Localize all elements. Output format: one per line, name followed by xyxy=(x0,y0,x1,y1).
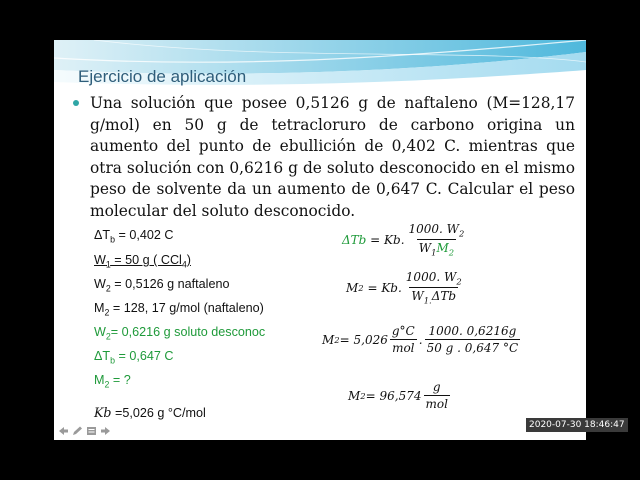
equation-2: M 2 = Kb. $\frac{1000. W_2}{W_{1.}\Delta Tb}$ xyxy=(346,270,462,306)
given-m2: $M_2 = 128$, 17 g/mol (naftaleno) xyxy=(94,301,264,318)
eq3-unit-denominator: mol xyxy=(392,341,415,355)
given-m2-value: = 128, 17 g/mol (naftaleno) xyxy=(109,301,264,315)
eq3-unit-numerator: g°C xyxy=(391,324,415,338)
eq1-numerator: 1000. W xyxy=(408,222,460,236)
given-w2-unknown: $W_2= 0,6216$ g soluto desconoc xyxy=(94,325,266,342)
given-dtb2-value: = 0,647 C xyxy=(115,349,174,363)
given-kb-value: =5,026 g °C/mol xyxy=(111,406,206,420)
problem-statement: Una solución que posee 0,5126 g de naftaleno (M=128,17 g/mol) en 50 g de tetracloruro de carbono origina un aumento del punto de ebullición de 0,402 C. mientras que otra solución con 0,6216 g de soluto desconocido en el mismo peso de solvente da un aumento de 0,647 C. Calcular el peso molecular del soluto desconocido. xyxy=(90,94,575,220)
given-w2: $W_2 = 0,5126$ g naftaleno xyxy=(94,277,230,294)
given-w2b-value: = 0,6216 g soluto desconoc xyxy=(110,325,266,339)
eq4-unit-numerator: g xyxy=(432,380,441,394)
given-m2b-value: = ? xyxy=(109,373,131,387)
given-w1-tail: ) xyxy=(186,253,191,267)
eq4-value: = 96,574 xyxy=(365,388,422,403)
eq3-denominator: 50 g . 0,647 °C xyxy=(426,341,519,355)
given-w1-value: = 50 g ( CCl xyxy=(110,253,182,267)
previous-arrow-icon[interactable] xyxy=(58,426,69,436)
given-dtb1-value: = 0,402 C xyxy=(115,228,174,242)
eq2-numerator: 1000. W xyxy=(405,270,457,284)
given-w1: $W_1 = 50$ g ( CCl$_4$) xyxy=(94,253,191,270)
video-timestamp: 2020-07-30 18:46:47 xyxy=(526,418,628,432)
equation-1: ΔTb = Kb. $\frac{1000. W_2}{W_1M_2}$ xyxy=(342,222,465,258)
given-dtb2: $\Delta T_b = 0,647$ C xyxy=(94,349,174,366)
slideshow-toolbar xyxy=(58,426,111,436)
given-w2-value: = 0,5126 g naftaleno xyxy=(110,277,230,291)
pen-icon[interactable] xyxy=(72,426,83,436)
bullet-icon xyxy=(73,100,79,106)
next-arrow-icon[interactable] xyxy=(100,426,111,436)
equation-3: M 2 = 5,026 $\frac{g^\circ C}{\text{mol}}$ . $\frac{1000. 0,6216g}{50 g . 0,647 ^\circ C}$ xyxy=(322,324,519,355)
eq3-m2-value: = 5,026 xyxy=(339,332,388,347)
equation-4: M 2 = 96,574 $\frac{g}{\text{mol}}$ xyxy=(348,380,448,411)
menu-icon[interactable] xyxy=(86,426,97,436)
given-dtb1: $\Delta T_b = 0,402$ C xyxy=(94,228,174,245)
given-kb: Kb =5,026 g °C/mol xyxy=(94,405,206,420)
slide-title: Ejercicio de aplicación xyxy=(78,67,247,86)
eq4-unit-denominator: mol xyxy=(425,397,448,411)
given-m2-unknown: $M_2$ = ? xyxy=(94,373,131,390)
slide xyxy=(54,40,586,440)
eq3-numerator: 1000. 0,6216g xyxy=(428,324,517,338)
